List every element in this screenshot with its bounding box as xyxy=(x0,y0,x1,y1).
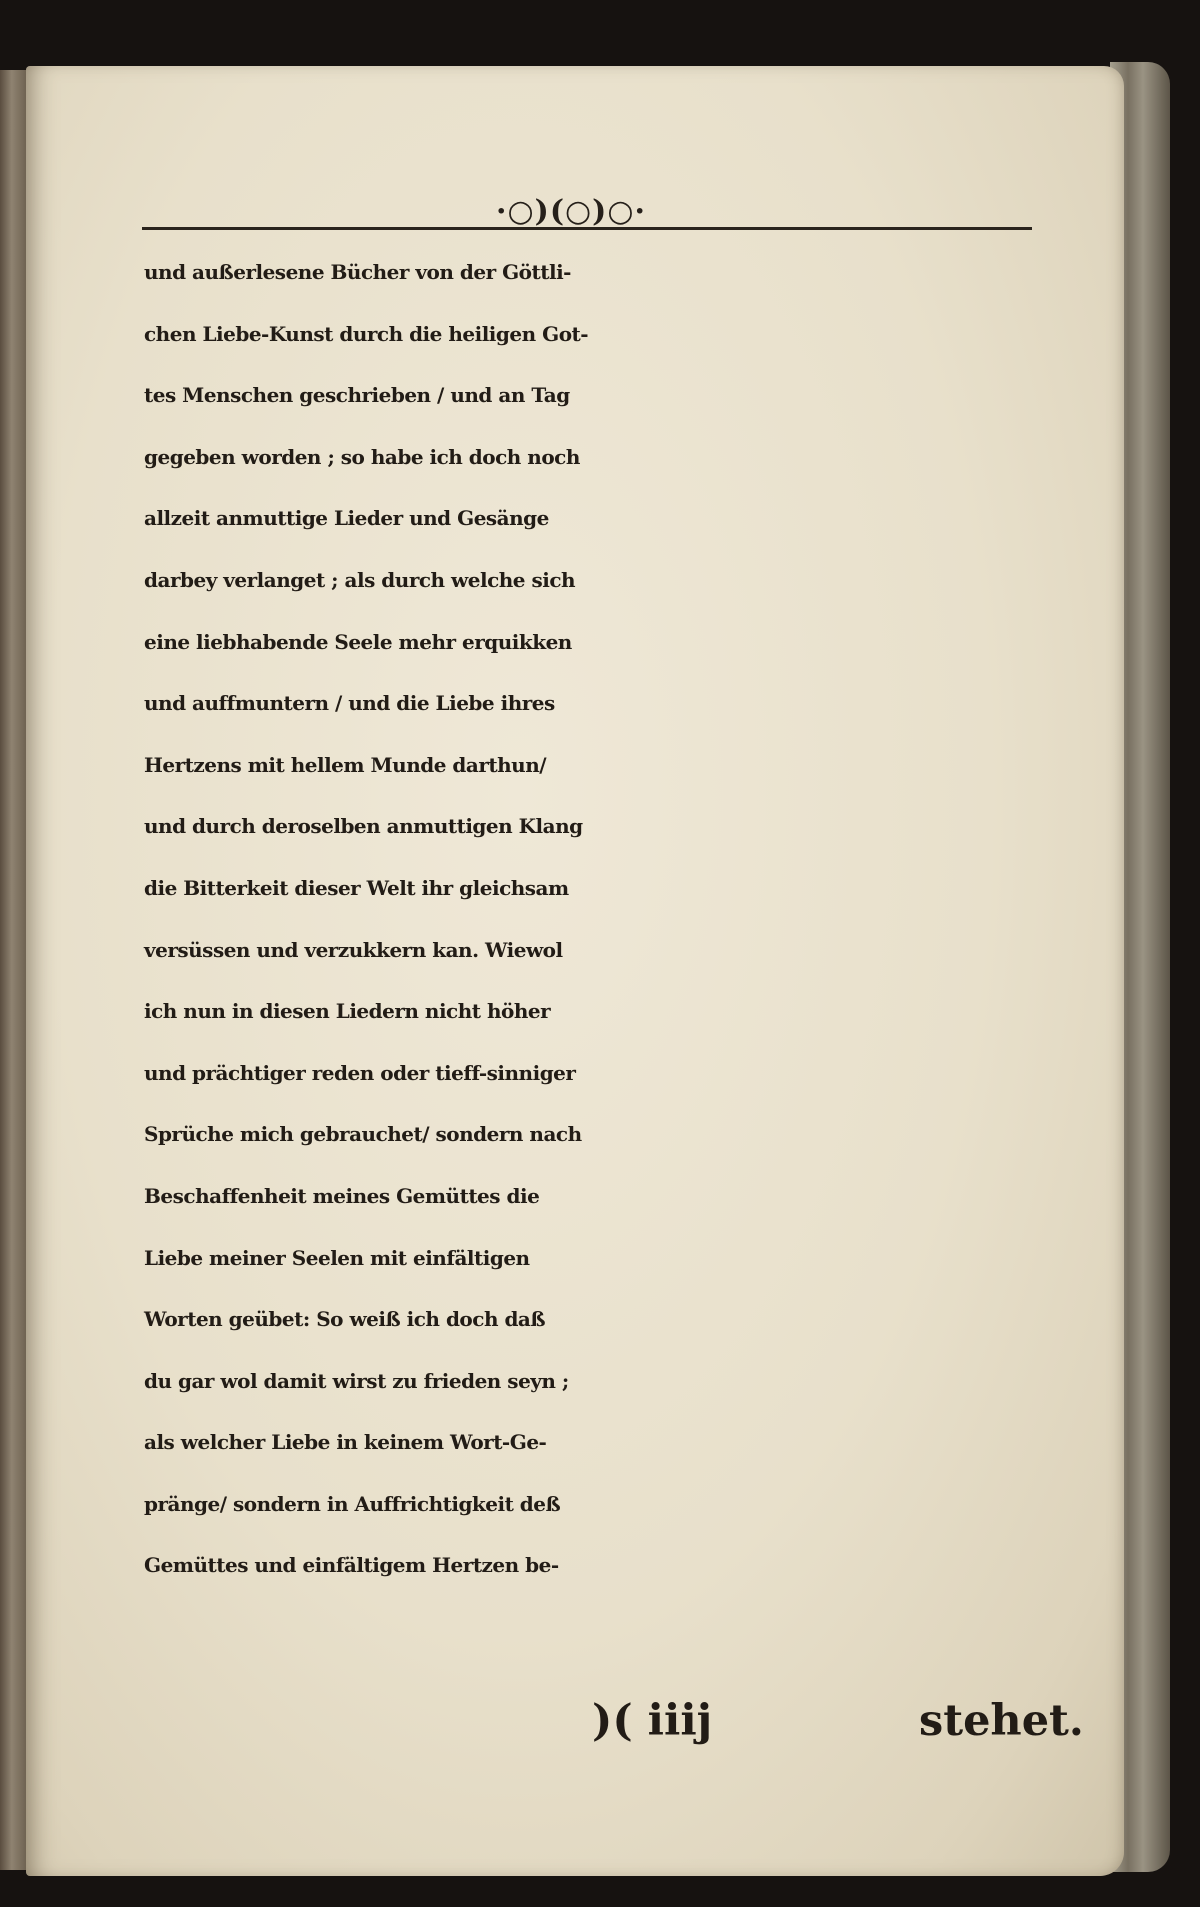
text-line: du gar wol damit wirst zu frieden seyn ; xyxy=(144,1368,569,1393)
text-line: Sprüche mich gebrauchet/ sondern nach xyxy=(144,1122,582,1147)
book-page xyxy=(26,66,1124,1876)
facing-page-edge xyxy=(0,70,26,1870)
text-line: tes Menschen geschrieben / und an Tag xyxy=(144,383,570,408)
text-line: und außerlesene Bücher von der Göttli- xyxy=(144,260,571,284)
catchword: stehet. xyxy=(919,1696,1084,1746)
text-line: Liebe meiner Seelen mit einfältigen xyxy=(144,1245,530,1270)
signature-mark: )( iiij xyxy=(592,1696,713,1746)
text-line: eine liebhabende Seele mehr erquikken xyxy=(144,629,572,654)
text-line: allzeit anmuttige Lieder und Gesänge xyxy=(144,506,549,531)
text-line: und durch deroselben anmuttigen Klang xyxy=(144,814,583,839)
text-line: versüssen und verzukkern kan. Wiewol xyxy=(144,937,563,962)
text-line: Gemüttes und einfältigem Hertzen be- xyxy=(144,1553,559,1578)
text-line: gegeben worden ; so habe ich doch noch xyxy=(144,444,580,469)
header-rule xyxy=(142,227,1032,230)
text-line: als welcher Liebe in keinem Wort-Ge- xyxy=(144,1430,547,1455)
text-line: Worten geübet: So weiß ich doch daß xyxy=(144,1307,546,1332)
text-line: pränge/ sondern in Auffrichtigkeit deß xyxy=(144,1491,561,1516)
body-text xyxy=(144,242,1064,1722)
text-line: Beschaffenheit meines Gemüttes die xyxy=(144,1183,540,1208)
text-line: Hertzens mit hellem Munde darthun/ xyxy=(144,752,547,777)
text-line: die Bitterkeit dieser Welt ihr gleichsam xyxy=(144,875,569,900)
text-line: darbey verlanget ; als durch welche sich xyxy=(144,567,576,592)
text-line: ich nun in diesen Liedern nicht höher xyxy=(144,999,551,1024)
text-line: chen Liebe-Kunst durch die heiligen Got- xyxy=(144,321,589,346)
text-line: und prächtiger reden oder tieff-sinniger xyxy=(144,1060,576,1085)
header-ornament: ·○)(○)○· xyxy=(496,194,647,229)
footer-line xyxy=(144,1691,1084,1751)
text-line: und auffmuntern / und die Liebe ihres xyxy=(144,691,555,716)
